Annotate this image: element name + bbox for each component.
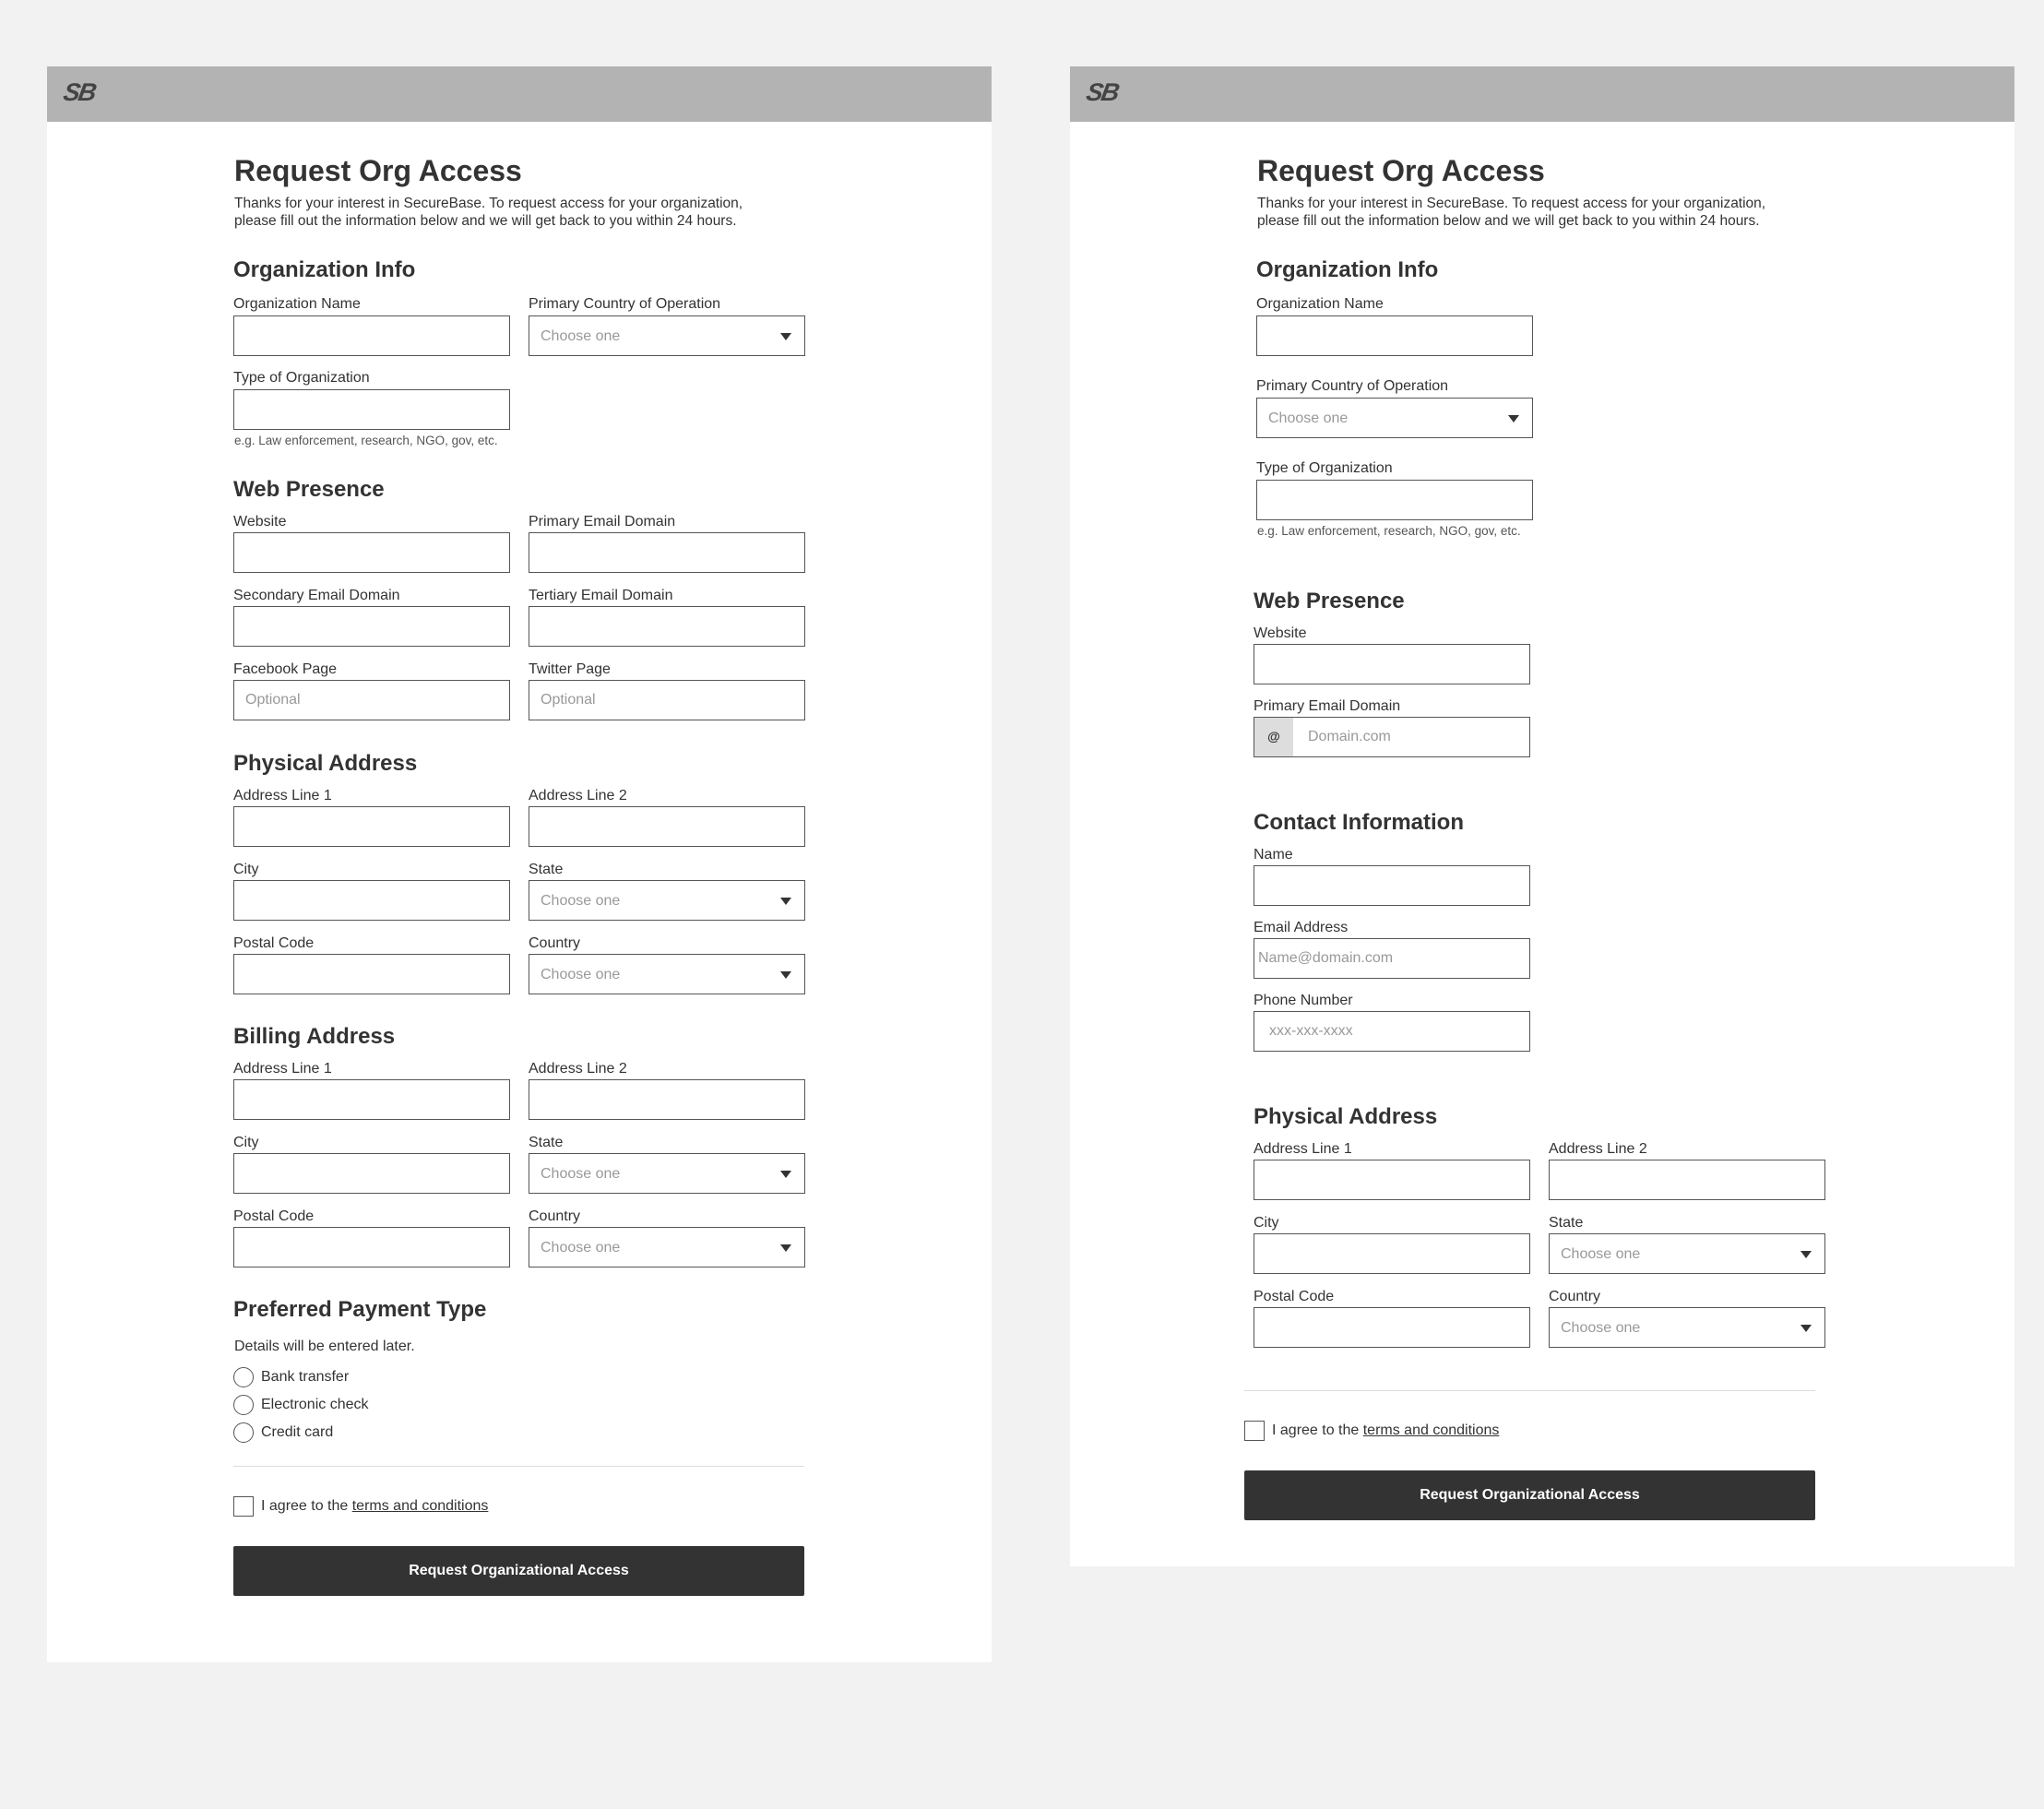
org-type-input[interactable] <box>233 389 510 430</box>
billing-state-select[interactable] <box>529 1153 805 1194</box>
intro-line-1: Thanks for your interest in SecureBase. To request access for your organization, <box>234 196 743 211</box>
select-placeholder: Choose one <box>1268 411 1349 426</box>
billing-city-input[interactable] <box>233 1153 510 1194</box>
billing-postal-code-label: Postal Code <box>233 1208 315 1224</box>
name-label: Name <box>1254 847 1293 863</box>
intro-text <box>234 195 788 230</box>
billing-city-label: City <box>233 1135 259 1150</box>
page-title: Request Org Access <box>234 154 522 187</box>
country-label: Country <box>1549 1289 1601 1304</box>
primary-email-domain-input[interactable] <box>529 532 805 573</box>
caret-down-icon <box>780 1171 791 1178</box>
intro-line-2: please fill out the information below and we will get back to you within 24 hours. <box>234 213 737 229</box>
org-name-input[interactable] <box>1256 315 1533 356</box>
org-type-label: Type of Organization <box>1256 460 1393 476</box>
terms-link[interactable]: terms and conditions <box>1362 1422 1500 1438</box>
org-name-label: Organization Name <box>1256 296 1384 312</box>
twitter-page-label: Twitter Page <box>529 661 611 677</box>
billing-state-label: State <box>529 1135 564 1150</box>
caret-down-icon <box>780 971 791 979</box>
postal-code-label: Postal Code <box>233 935 315 951</box>
billing-country-select[interactable] <box>529 1227 805 1267</box>
terms-prefix: I agree to the <box>261 1498 352 1514</box>
org-type-help: e.g. Law enforcement, research, NGO, gov, etc. <box>1257 524 1521 538</box>
country-label: Country <box>529 935 581 951</box>
request-access-button[interactable]: Request Organizational Access <box>233 1546 804 1596</box>
primary-country-select[interactable] <box>529 315 805 356</box>
radio-label: Credit card <box>261 1424 334 1440</box>
contact-name-input[interactable] <box>1254 865 1530 906</box>
caret-down-icon <box>1800 1251 1812 1258</box>
billing-address-line-1-label: Address Line 1 <box>233 1061 332 1077</box>
physical-state-select[interactable] <box>529 880 805 921</box>
twitter-page-input[interactable] <box>529 680 805 720</box>
address-line-2-label: Address Line 2 <box>1549 1141 1647 1157</box>
physical-country-select[interactable] <box>529 954 805 994</box>
website-input[interactable] <box>233 532 510 573</box>
billing-country-label: Country <box>529 1208 581 1224</box>
physical-country-select[interactable] <box>1549 1307 1825 1348</box>
caret-down-icon <box>780 1244 791 1252</box>
request-access-button[interactable]: Request Organizational Access <box>1244 1470 1815 1520</box>
contact-phone-input[interactable] <box>1254 1011 1530 1052</box>
select-placeholder: Choose one <box>1561 1320 1641 1336</box>
org-type-input[interactable] <box>1256 480 1533 520</box>
securebase-logo[interactable]: SB <box>1084 78 1121 106</box>
divider <box>1244 1390 1815 1391</box>
address-line-2-label: Address Line 2 <box>529 788 627 803</box>
tertiary-email-domain-label: Tertiary Email Domain <box>529 588 673 603</box>
physical-city-input[interactable] <box>233 880 510 921</box>
address-line-1-label: Address Line 1 <box>233 788 332 803</box>
page-title: Request Org Access <box>1257 154 1545 187</box>
address-line-1-label: Address Line 1 <box>1254 1141 1352 1157</box>
state-label: State <box>1549 1215 1584 1231</box>
form-panel-desktop <box>47 66 992 1662</box>
phone-number-label: Phone Number <box>1254 993 1353 1008</box>
form-panel-alternate <box>1070 66 2014 1566</box>
primary-email-domain-label: Primary Email Domain <box>1254 698 1401 714</box>
section-organization-info: Organization Info <box>233 257 416 282</box>
terms-label <box>1272 1422 1499 1439</box>
physical-city-input[interactable] <box>1254 1233 1530 1274</box>
secondary-email-domain-input[interactable] <box>233 606 510 647</box>
intro-line-1: Thanks for your interest in SecureBase. To request access for your organization, <box>1257 196 1766 211</box>
select-placeholder: Choose one <box>541 1240 621 1256</box>
primary-email-domain-field[interactable] <box>1254 717 1530 757</box>
org-type-help: e.g. Law enforcement, research, NGO, gov, etc. <box>234 434 498 447</box>
section-contact-information: Contact Information <box>1254 810 1464 835</box>
physical-postal-code-input[interactable] <box>233 954 510 994</box>
select-placeholder: Choose one <box>541 893 621 909</box>
website-label: Website <box>1254 625 1307 641</box>
terms-link[interactable]: terms and conditions <box>351 1498 489 1514</box>
secondary-email-domain-label: Secondary Email Domain <box>233 588 400 603</box>
section-web-presence: Web Presence <box>233 477 385 502</box>
terms-checkbox[interactable] <box>1244 1421 1265 1441</box>
radio-circle[interactable] <box>233 1395 254 1415</box>
org-name-label: Organization Name <box>233 296 361 312</box>
select-placeholder: Choose one <box>541 328 621 344</box>
radio-circle[interactable] <box>233 1367 254 1387</box>
caret-down-icon <box>780 333 791 340</box>
city-label: City <box>1254 1215 1279 1231</box>
radio-label: Electronic check <box>261 1397 369 1412</box>
billing-address-line-1-input[interactable] <box>233 1079 510 1120</box>
radio-circle[interactable] <box>233 1422 254 1443</box>
caret-down-icon <box>780 898 791 905</box>
section-physical-address: Physical Address <box>233 751 418 776</box>
physical-address-line-1-input[interactable] <box>1254 1160 1530 1200</box>
select-placeholder: Choose one <box>541 967 621 982</box>
contact-email-input[interactable] <box>1254 938 1530 979</box>
radio-label: Bank transfer <box>261 1369 350 1385</box>
terms-checkbox[interactable] <box>233 1496 254 1517</box>
divider <box>233 1466 804 1467</box>
org-type-label: Type of Organization <box>233 370 370 386</box>
securebase-logo[interactable]: SB <box>61 78 98 106</box>
physical-address-line-2-input[interactable] <box>1549 1160 1825 1200</box>
primary-email-domain-label: Primary Email Domain <box>529 514 676 530</box>
terms-prefix: I agree to the <box>1272 1422 1363 1438</box>
primary-email-domain-input[interactable] <box>1293 718 1528 756</box>
state-label: State <box>529 862 564 877</box>
city-label: City <box>233 862 259 877</box>
caret-down-icon <box>1508 415 1519 422</box>
physical-address-line-1-input[interactable] <box>233 806 510 847</box>
select-placeholder: Choose one <box>1561 1246 1641 1262</box>
intro-line-2: please fill out the information below and we will get back to you within 24 hours. <box>1257 213 1760 229</box>
billing-postal-code-input[interactable] <box>233 1227 510 1267</box>
section-organization-info: Organization Info <box>1256 257 1439 282</box>
top-bar <box>1070 66 2014 122</box>
billing-address-line-2-label: Address Line 2 <box>529 1061 627 1077</box>
postal-code-label: Postal Code <box>1254 1289 1335 1304</box>
payment-note: Details will be entered later. <box>234 1339 415 1354</box>
select-placeholder: Choose one <box>541 1166 621 1182</box>
section-billing-address: Billing Address <box>233 1024 396 1049</box>
primary-country-label: Primary Country of Operation <box>529 296 721 312</box>
website-input[interactable] <box>1254 644 1530 684</box>
caret-down-icon <box>1800 1325 1812 1332</box>
section-payment-type: Preferred Payment Type <box>233 1297 487 1322</box>
top-bar <box>47 66 992 122</box>
physical-address-line-2-input[interactable] <box>529 806 805 847</box>
website-label: Website <box>233 514 287 530</box>
at-sign-icon: @ <box>1254 718 1293 756</box>
terms-label <box>261 1498 488 1515</box>
facebook-page-input[interactable] <box>233 680 510 720</box>
email-address-label: Email Address <box>1254 920 1349 935</box>
section-web-presence: Web Presence <box>1254 589 1405 613</box>
section-physical-address: Physical Address <box>1254 1104 1438 1129</box>
intro-text <box>1257 195 1811 230</box>
tertiary-email-domain-input[interactable] <box>529 606 805 647</box>
billing-address-line-2-input[interactable] <box>529 1079 805 1120</box>
facebook-page-label: Facebook Page <box>233 661 338 677</box>
primary-country-select[interactable] <box>1256 398 1533 438</box>
physical-postal-code-input[interactable] <box>1254 1307 1530 1348</box>
primary-country-label: Primary Country of Operation <box>1256 378 1449 394</box>
org-name-input[interactable] <box>233 315 510 356</box>
physical-state-select[interactable] <box>1549 1233 1825 1274</box>
